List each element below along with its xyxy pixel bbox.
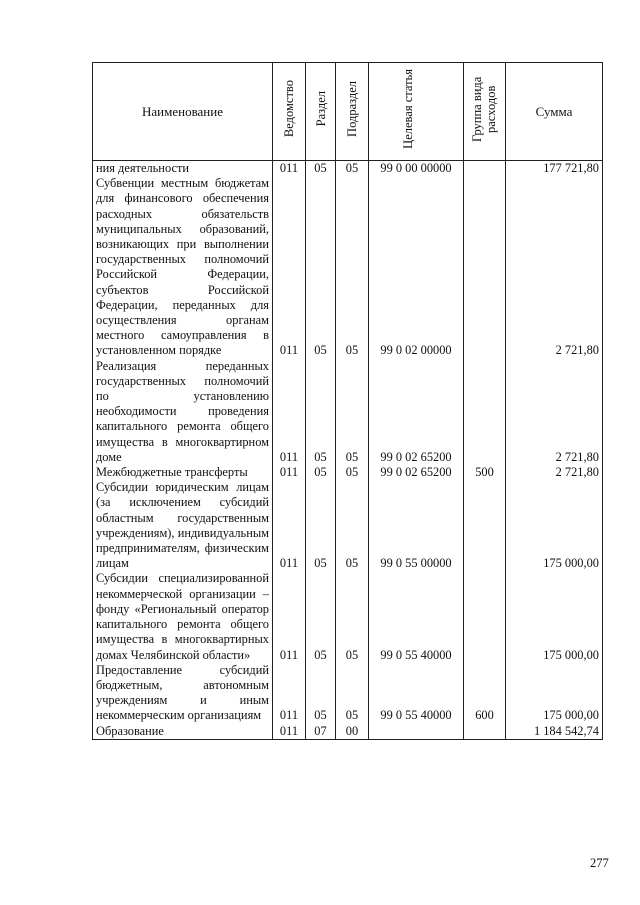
- header-gruppa-cell: [464, 63, 506, 161]
- header-gruppa: Группа вида расходов: [469, 76, 498, 142]
- row-podrazdel: 00: [336, 724, 369, 740]
- row-name: Реализация переданных государственных полномочий по установлению необходимости проведения капитального ремонта общего имущества в многоквартирном доме: [93, 359, 273, 465]
- budget-table-wrapper: [92, 62, 603, 740]
- row-razdel: 07: [306, 724, 336, 740]
- row-summa: 175 000,00: [506, 480, 603, 571]
- row-celevaya: 99 0 55 00000: [369, 480, 464, 571]
- row-vedomstvo: 011: [273, 176, 306, 358]
- row-podrazdel: 05: [336, 480, 369, 571]
- row-vedomstvo: 011: [273, 724, 306, 740]
- row-celevaya: 99 0 02 00000: [369, 176, 464, 358]
- row-summa: 2 721,80: [506, 359, 603, 465]
- table-row: [93, 724, 603, 740]
- header-razdel-cell: [306, 63, 336, 161]
- row-summa: 1 184 542,74: [506, 724, 603, 740]
- row-gruppa: 500: [464, 465, 506, 480]
- budget-table: [92, 62, 603, 740]
- header-podrazdel: Подраздел: [345, 81, 359, 137]
- row-summa: 2 721,80: [506, 176, 603, 358]
- row-podrazdel: 05: [336, 663, 369, 724]
- row-vedomstvo: 011: [273, 161, 306, 177]
- row-vedomstvo: 011: [273, 571, 306, 662]
- header-vedomstvo-cell: [273, 63, 306, 161]
- row-celevaya: 99 0 55 40000: [369, 663, 464, 724]
- table-row: [93, 571, 603, 662]
- header-podrazdel-cell: [336, 63, 369, 161]
- header-celevaya-cell: [369, 63, 464, 161]
- table-header-row: [93, 63, 603, 161]
- row-podrazdel: 05: [336, 571, 369, 662]
- row-summa: 2 721,80: [506, 465, 603, 480]
- table-row: [93, 359, 603, 465]
- table-row: [93, 176, 603, 358]
- header-summa: Сумма: [506, 63, 603, 161]
- row-celevaya: 99 0 55 40000: [369, 571, 464, 662]
- row-razdel: 05: [306, 465, 336, 480]
- row-name: Субвенции местным бюджетам для финансового обеспечения расходных обязательств муниципальных образований, возникающих при выполнении государственных полномочий Российской Федерации, субъектов Российской Федерации, переданных для осуществления органам местного самоуправления в установленном порядке: [93, 176, 273, 358]
- row-name: Предоставление субсидий бюджетным, автономным учреждениям и иным некоммерческим организациям: [93, 663, 273, 724]
- row-name: Субсидии специализированной некоммерческой организации – фонду «Региональный оператор капитального ремонта общего имущества в многоквартирных домах Челябинской области»: [93, 571, 273, 662]
- row-celevaya: 99 0 00 00000: [369, 161, 464, 177]
- row-razdel: 05: [306, 161, 336, 177]
- row-podrazdel: 05: [336, 176, 369, 358]
- table-row: [93, 161, 603, 177]
- row-gruppa: [464, 724, 506, 740]
- row-razdel: 05: [306, 571, 336, 662]
- row-vedomstvo: 011: [273, 663, 306, 724]
- header-name: Наименование: [93, 63, 273, 161]
- table-row: [93, 465, 603, 480]
- row-gruppa: [464, 359, 506, 465]
- row-celevaya: 99 0 02 65200: [369, 465, 464, 480]
- page-number: 277: [590, 856, 609, 870]
- row-name: ния деятельности: [93, 161, 273, 177]
- row-vedomstvo: 011: [273, 359, 306, 465]
- row-podrazdel: 05: [336, 161, 369, 177]
- row-summa: 175 000,00: [506, 663, 603, 724]
- row-vedomstvo: 011: [273, 480, 306, 571]
- row-razdel: 05: [306, 663, 336, 724]
- row-razdel: 05: [306, 359, 336, 465]
- row-summa: 177 721,80: [506, 161, 603, 177]
- table-row: [93, 480, 603, 571]
- header-razdel: Раздел: [313, 91, 328, 127]
- header-vedomstvo: Ведомство: [282, 80, 296, 138]
- row-name: Межбюджетные трансферты: [93, 465, 273, 480]
- row-vedomstvo: 011: [273, 465, 306, 480]
- row-gruppa: 600: [464, 663, 506, 724]
- row-celevaya: [369, 724, 464, 740]
- row-gruppa: [464, 161, 506, 177]
- row-gruppa: [464, 480, 506, 571]
- table-row: [93, 663, 603, 724]
- row-gruppa: [464, 176, 506, 358]
- row-podrazdel: 05: [336, 359, 369, 465]
- header-celevaya: Целевая статья: [401, 69, 415, 149]
- row-podrazdel: 05: [336, 465, 369, 480]
- row-razdel: 05: [306, 480, 336, 571]
- row-celevaya: 99 0 02 65200: [369, 359, 464, 465]
- row-name: Субсидии юридическим лицам (за исключением субсидий областным государственным учреждениям), индивидуальным предпринимателям, физическим лицам: [93, 480, 273, 571]
- row-gruppa: [464, 571, 506, 662]
- row-name: Образование: [93, 724, 273, 740]
- row-summa: 175 000,00: [506, 571, 603, 662]
- row-razdel: 05: [306, 176, 336, 358]
